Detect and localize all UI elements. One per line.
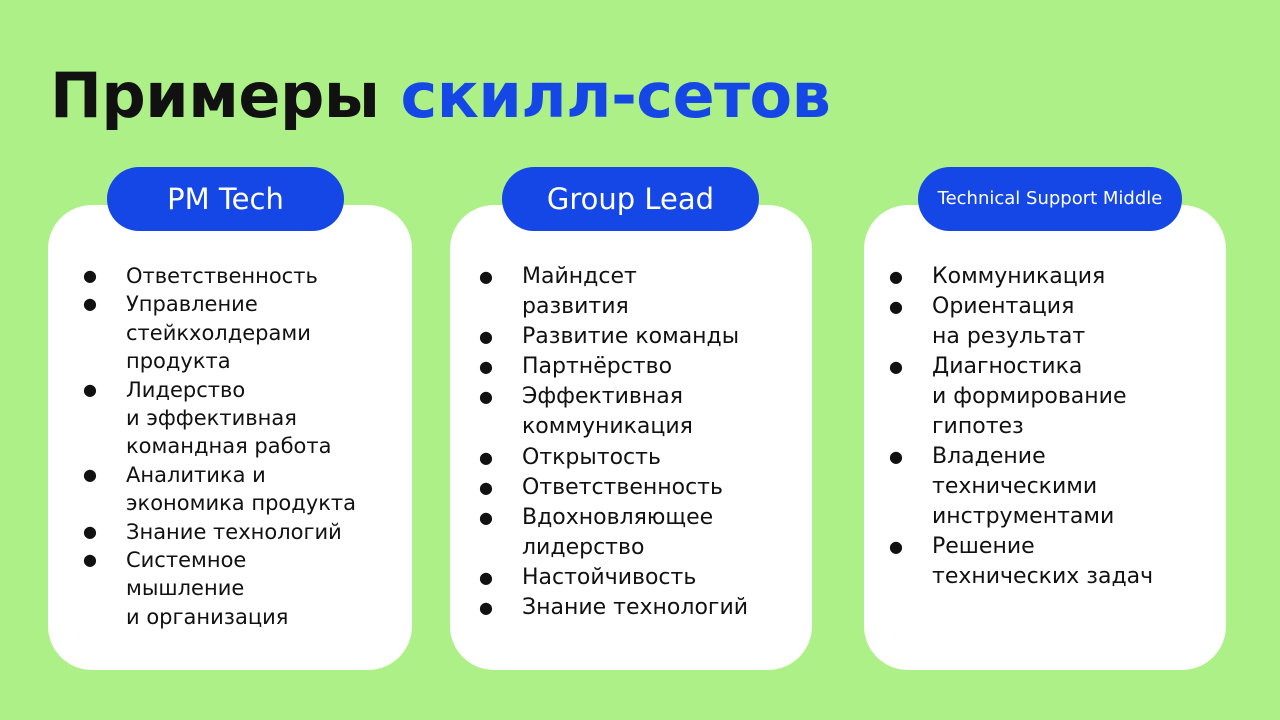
header-label: Group Lead [546,182,715,216]
skill-item: ● Майндсет развития [479,264,637,320]
skill-item: ● Эффективная коммуникация [479,384,693,440]
bullet-icon: ● [479,477,493,497]
skill-list-group-lead [476,262,796,623]
bullet-icon: ● [889,447,903,466]
title-part-2: скилл-сетов [400,59,831,132]
skill-item: ● Ответственность [80,262,400,290]
bullet-icon: ● [479,387,493,407]
bullet-icon: ● [479,567,493,587]
bullet-icon: ● [889,357,903,376]
bullet-icon: ● [479,507,493,527]
bullet-icon: ● [889,537,903,556]
bullet-icon: ● [83,550,97,570]
bullet-icon: ● [83,379,97,399]
slide-title [50,58,830,134]
skill-item: ● Знание технологий [80,518,400,546]
skill-item: ● Ответственность [476,473,796,503]
skill-item: ● Партнёрство [476,352,796,382]
skill-item: ● Управление стейкхолдерами продукта [83,292,311,374]
bullet-icon: ● [479,598,493,618]
skill-item: ● Лидерство и эффективная командная работа [83,377,332,459]
bullet-icon: ● [479,447,493,467]
skill-item: ● Коммуникация [886,262,1216,292]
bullet-icon: ● [479,357,493,377]
skill-item: ● Диагностика и формирование гипотез [889,354,1127,439]
skill-item: ● Ориентация на результат [889,294,1086,349]
header-label: Technical Support Middle [937,188,1163,209]
bullet-icon: ● [83,266,97,285]
skill-list-technical-support [886,262,1216,592]
skill-item: ● Настойчивость [476,563,796,593]
bullet-icon: ● [83,464,97,484]
bullet-icon: ● [83,521,97,541]
bullet-icon: ● [479,327,493,347]
bullet-icon: ● [479,267,493,286]
skill-list-pm-tech [80,262,400,631]
header-label: PM Tech [167,182,284,216]
skill-item: ● Решение технических задач [889,534,1154,589]
skill-item: ● Системное мышление и организация [83,548,289,629]
skill-item: ● Вдохновляющее лидерство [479,504,714,560]
skill-item: ● Аналитика и экономика продукта [83,462,356,516]
bullet-icon: ● [889,297,903,316]
title-part-1: Примеры [50,59,380,132]
header-pill-technical-support [918,167,1182,231]
skill-item: ● Развитие команды [476,322,796,352]
bullet-icon: ● [889,267,903,286]
bullet-icon: ● [83,294,97,314]
skill-item: ● Владение техническими инструментами [889,444,1115,529]
skill-item: ● Открытость [476,443,796,473]
skill-item: ● Знание технологий [476,593,796,623]
header-pill-group-lead [502,167,759,231]
header-pill-pm-tech [107,167,344,231]
